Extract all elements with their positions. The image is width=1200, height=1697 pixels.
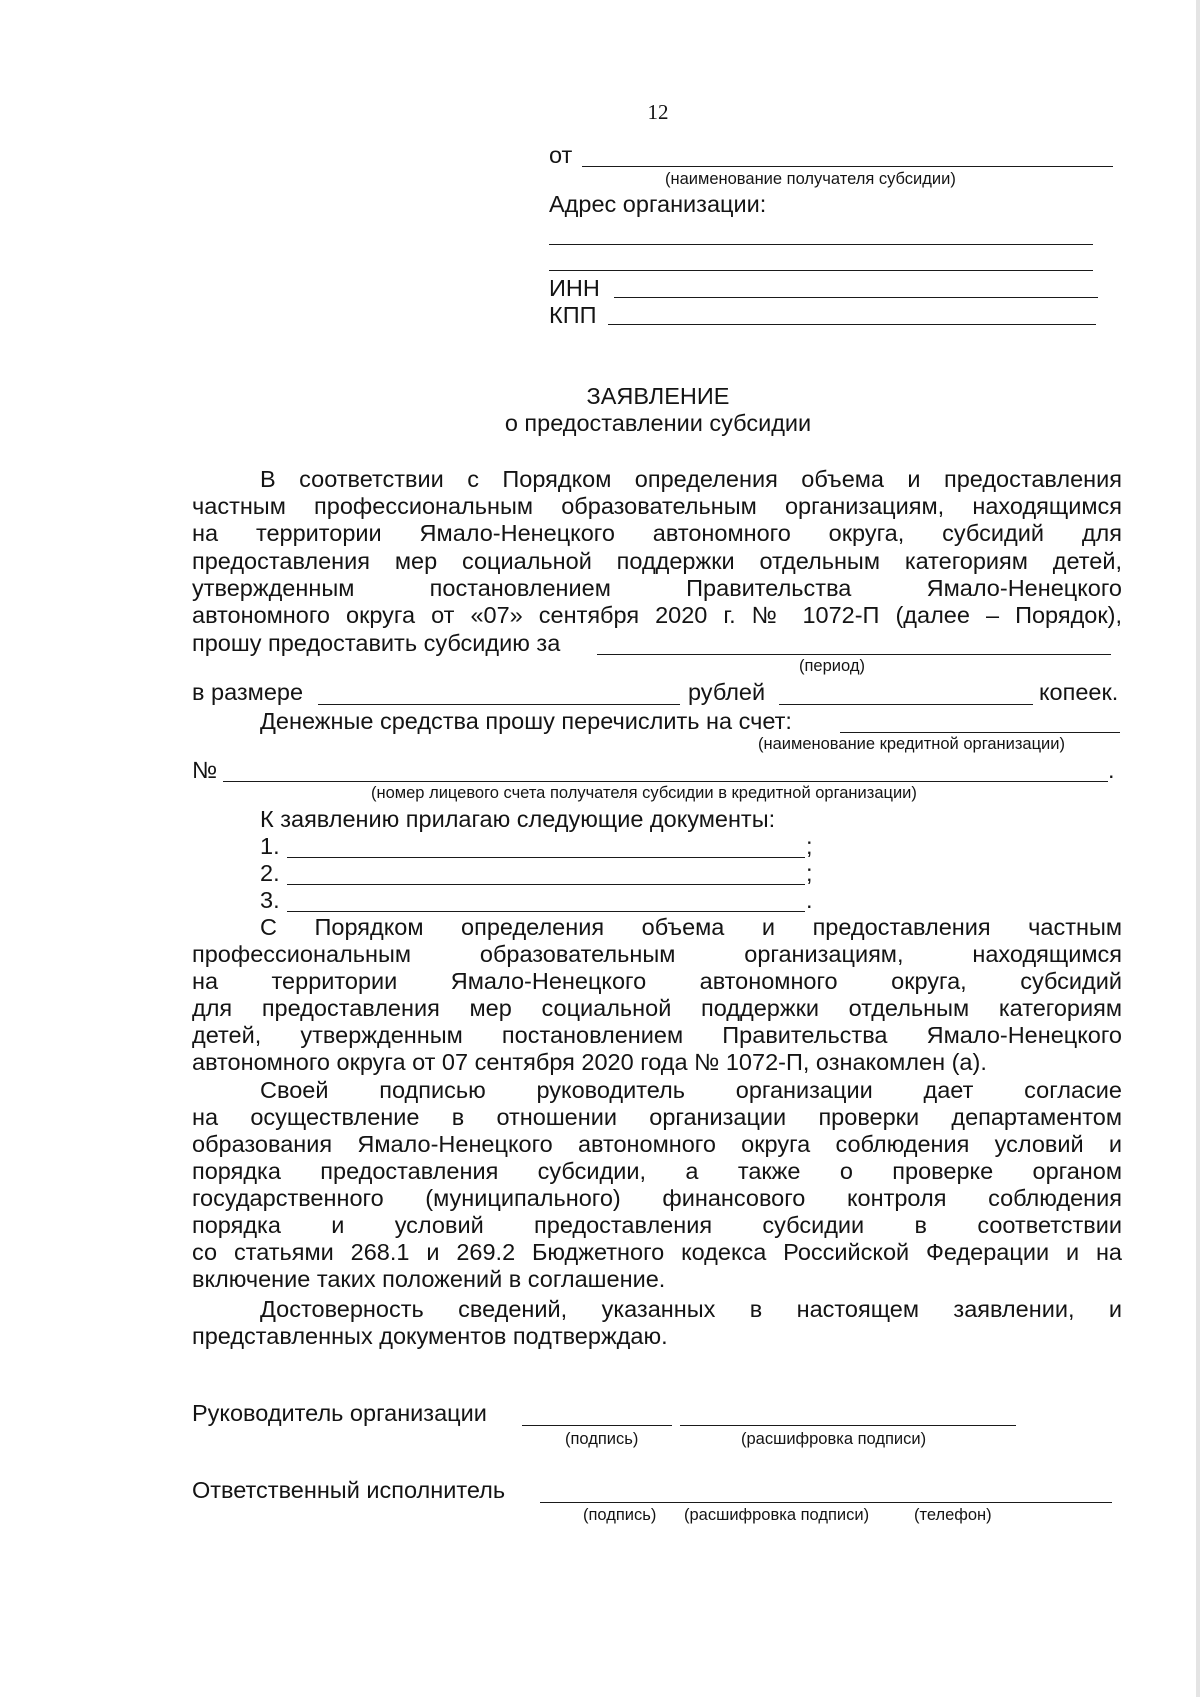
executor-phone-caption: (телефон) (914, 1506, 992, 1524)
document-item-1-end: ; (806, 833, 813, 859)
from-label: от (549, 142, 573, 168)
head-signature-line[interactable] (522, 1425, 672, 1426)
familiar-line-2: профессиональным образовательным организациям, находящимся (192, 941, 1122, 967)
executor-signature-caption: (подпись) (583, 1506, 657, 1524)
rubles-label: рублей (688, 679, 766, 705)
consent-line-8: включение таких положений в соглашение. (192, 1266, 666, 1292)
intro-line-6: автономного округа от «07» сентября 2020 г. № 1072-П (далее – Порядок), (192, 602, 1122, 628)
head-signature-label: Руководитель организации (192, 1400, 487, 1426)
consent-line-2: на осуществление в отношении организации проверки департаментом (192, 1104, 1122, 1130)
head-signature-decode-line[interactable] (680, 1425, 1016, 1426)
account-number-caption: (номер лицевого счета получателя субсидии в кредитной организации) (371, 784, 917, 802)
document-item-1-line[interactable] (287, 857, 805, 858)
familiar-line-4: для предоставления мер социальной поддержки отдельным категориям (192, 995, 1122, 1021)
head-signature-caption: (подпись) (565, 1430, 639, 1448)
document-item-3-line[interactable] (287, 911, 805, 912)
page-edge-shadow (1196, 0, 1200, 1697)
executor-signature-line[interactable] (540, 1502, 1112, 1503)
bank-name-line[interactable] (840, 732, 1120, 733)
document-item-1-num: 1. (260, 833, 280, 859)
document-item-2-line[interactable] (287, 884, 805, 885)
consent-line-4: порядка предоставления субсидии, а также о проверке органом (192, 1158, 1122, 1184)
recipient-name-line[interactable] (582, 166, 1113, 167)
document-item-2-end: ; (806, 860, 813, 886)
executor-decode-caption: (расшифровка подписи) (684, 1506, 870, 1524)
document-item-3-end: . (806, 887, 813, 913)
recipient-name-caption: (наименование получателя субсидии) (665, 170, 956, 188)
reliability-line-1: Достоверность сведений, указанных в настоящем заявлении, и (260, 1296, 1122, 1322)
account-number-line[interactable] (223, 781, 1108, 782)
intro-line-3: на территории Ямало-Ненецкого автономного округа, субсидий для (192, 520, 1122, 546)
familiar-line-3: на территории Ямало-Ненецкого автономного округа, субсидий (192, 968, 1122, 994)
documents-label: К заявлению прилагаю следующие документы: (260, 806, 776, 832)
page-number: 12 (647, 100, 669, 124)
familiar-line-1: С Порядком определения объема и предоставления частным (260, 914, 1122, 940)
address-label: Адрес организации: (549, 191, 767, 217)
period-line[interactable] (597, 654, 1111, 655)
document-subtitle: о предоставлении субсидии (504, 410, 812, 436)
account-label: Денежные средства прошу перечислить на счет: (260, 708, 792, 734)
consent-line-1: Своей подписью руководитель организации дает согласие (260, 1077, 1122, 1103)
consent-line-3: образования Ямало-Ненецкого автономного округа соблюдения условий и (192, 1131, 1122, 1157)
rubles-line[interactable] (318, 704, 680, 705)
kpp-line[interactable] (608, 324, 1096, 325)
account-number-end: . (1108, 757, 1115, 783)
executor-label: Ответственный исполнитель (192, 1477, 506, 1503)
consent-line-6: порядка и условий предоставления субсидии в соответствии (192, 1212, 1122, 1238)
bank-name-caption: (наименование кредитной организации) (758, 735, 1065, 753)
consent-line-5: государственного (муниципального) финансового контроля соблюдения (192, 1185, 1122, 1211)
address-line-1[interactable] (549, 244, 1093, 245)
document-item-3-num: 3. (260, 887, 280, 913)
period-caption: (период) (799, 657, 865, 675)
request-label: прошу предоставить субсидию за (192, 630, 561, 656)
document-item-2-num: 2. (260, 860, 280, 886)
kpp-label: КПП (549, 302, 597, 328)
familiar-line-6: автономного округа от 07 сентября 2020 года № 1072-П, ознакомлен (а). (192, 1049, 987, 1075)
kopeks-line[interactable] (779, 704, 1033, 705)
address-line-2[interactable] (549, 270, 1093, 271)
intro-line-5: утвержденным постановлением Правительства Ямало-Ненецкого (192, 575, 1122, 601)
inn-line[interactable] (614, 297, 1098, 298)
intro-line-2: частным профессиональным образовательным организациям, находящимся (192, 493, 1122, 519)
amount-label: в размере (192, 679, 304, 705)
intro-line-4: предоставления мер социальной поддержки отдельным категориям детей, (192, 548, 1122, 574)
familiar-line-5: детей, утвержденным постановлением Правительства Ямало-Ненецкого (192, 1022, 1122, 1048)
kopeks-label: копеек. (1039, 679, 1119, 705)
document-title: ЗАЯВЛЕНИЕ (586, 383, 730, 409)
inn-label: ИНН (549, 275, 600, 301)
head-decode-caption: (расшифровка подписи) (741, 1430, 927, 1448)
consent-line-7: со статьями 268.1 и 269.2 Бюджетного кодекса Российской Федерации и на (192, 1239, 1122, 1265)
intro-line-1: В соответствии с Порядком определения объема и предоставления (260, 466, 1122, 492)
account-number-label: № (192, 757, 218, 783)
reliability-line-2: представленных документов подтверждаю. (192, 1323, 668, 1349)
